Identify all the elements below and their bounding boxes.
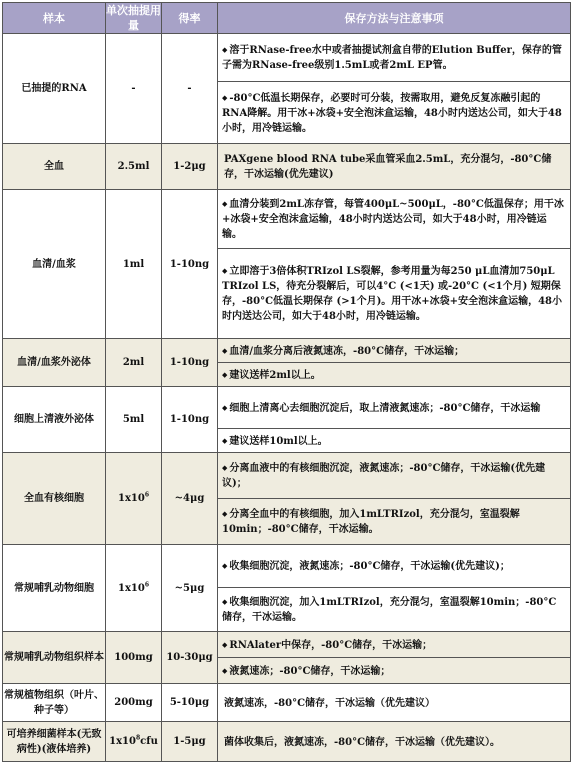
bullet-note: ◆ 溶于RNase-free水中或者抽提试剂盒自带的Elution Buffer，保存的管子需为RNase-free级别1.5mL或者2mL EP管。: [222, 45, 562, 71]
volume-cell: 200mg: [106, 684, 162, 722]
note-cell: [218, 658, 571, 684]
volume-cell: [106, 545, 162, 632]
volume-unit: cfu: [140, 736, 158, 747]
sample-cell: 全血有核细胞: [3, 453, 106, 545]
bullet-note: ◆ 细胞上清离心去细胞沉淀后，取上清液氮速冻；-80°C储存，干冰运输: [222, 403, 540, 414]
table-row: [3, 632, 571, 658]
table-row: [3, 34, 571, 82]
bullet-note: ◆ -80°C低温长期保存，必要时可分装，按需取用，避免反复冻融引起的RNA降解。用干冰+冰袋+安全泡沫盒运输，48小时内送达公司，如大于48小时，用冷链运输。: [222, 93, 562, 134]
yield-cell: 1-10ng: [162, 387, 218, 453]
table-row: [3, 387, 571, 429]
volume-cell: 2ml: [106, 339, 162, 387]
yield-cell: ~5μg: [162, 545, 218, 632]
header-method: 保存方法与注意事项: [218, 3, 571, 34]
volume-base: 1x10: [117, 582, 145, 594]
volume-cell: [106, 722, 162, 762]
table-row: [3, 684, 571, 722]
volume-exponent: 6: [144, 491, 150, 499]
note-cell: [218, 499, 571, 545]
bullet-note: ◆ 建议送样10ml以上。: [222, 436, 328, 447]
yield-cell: 5-10μg: [162, 684, 218, 722]
sample-cell: 常规哺乳动物细胞: [3, 545, 106, 632]
note-cell: [218, 339, 571, 363]
note-cell: [218, 632, 571, 658]
volume-cell: 100mg: [106, 632, 162, 684]
yield-cell: 1-10ng: [162, 190, 218, 339]
sample-cell: 常规植物组织（叶片、种子等）: [3, 684, 106, 722]
table-row: [3, 453, 571, 499]
bullet-note: ◆ 收集细胞沉淀，液氮速冻；-80°C储存，干冰运输(优先建议)；: [222, 561, 510, 572]
bullet-note: ◆ 液氮速冻；-80°C储存，干冰运输；: [222, 666, 390, 677]
bullet-note: ◆ 收集细胞沉淀，加入1mLTRIzol，充分混匀，室温裂解10min；-80°C储存，干冰运输。: [222, 597, 556, 623]
yield-cell: 1-5μg: [162, 722, 218, 762]
table-row: [3, 190, 571, 249]
bullet-note: ◆ 分离血液中的有核细胞沉淀，液氮速冻；-80°C储存，干冰运输(优先建议)；: [222, 463, 545, 489]
yield-cell: 1-10ng: [162, 339, 218, 387]
volume-cell: -: [106, 34, 162, 144]
sample-cell: 血清/血浆: [3, 190, 106, 339]
note-cell: [218, 387, 571, 429]
table-header: [3, 3, 571, 34]
table-row: [3, 144, 571, 190]
volume-cell: 1ml: [106, 190, 162, 339]
sample-cell: 常规哺乳动物组织样本: [3, 632, 106, 684]
yield-cell: -: [162, 34, 218, 144]
note-cell: [218, 363, 571, 387]
note-cell: [218, 429, 571, 453]
volume-cell: [106, 453, 162, 545]
table-row: [3, 339, 571, 363]
note-cell: 菌体收集后，液氮速冻，-80°C储存，干冰运输（优先建议）。: [218, 722, 571, 762]
note-cell: [218, 190, 571, 249]
table-row: [3, 722, 571, 762]
note-cell: PAXgene blood RNA tube采血管采血2.5mL，充分混匀，-80°C储存，干冰运输(优先建议): [218, 144, 571, 190]
sample-cell: 可培养细菌样本(无致病性)(液体培养): [3, 722, 106, 762]
table-row: [3, 545, 571, 588]
note-cell: [218, 82, 571, 144]
note-cell: 液氮速冻，-80°C储存，干冰运输（优先建议）: [218, 684, 571, 722]
bullet-note: ◆ 立即溶于3倍体积TRIzol LS裂解，参考用量为每250 μL血清加750μL TRIzol LS，待充分裂解后，可以4°C (<1天) 或-20°C (<1个月) 短期保存，-80°C低温长期保存 (>1个月)。用干冰+冰袋+安全泡沫盒运输，48小时内送达公司，如大于48小时，用冷链运输。: [222, 266, 562, 322]
volume-exponent: 6: [144, 581, 150, 589]
note-cell: [218, 545, 571, 588]
sample-cell: 全血: [3, 144, 106, 190]
bullet-note: ◆ RNAlater中保存，-80°C储存，干冰运输；: [222, 640, 432, 651]
note-cell: [218, 34, 571, 82]
yield-cell: 1-2μg: [162, 144, 218, 190]
yield-cell: 10-30μg: [162, 632, 218, 684]
note-cell: [218, 453, 571, 499]
volume-base: 1x10: [109, 736, 136, 747]
header-yield: 得率: [162, 3, 218, 34]
note-cell: [218, 588, 571, 632]
sample-cell: 血清/血浆外泌体: [3, 339, 106, 387]
sample-cell: 细胞上清液外泌体: [3, 387, 106, 453]
sample-storage-table: [2, 2, 571, 762]
volume-cell: 2.5ml: [106, 144, 162, 190]
bullet-note: ◆ 血清分装到2mL冻存管，每管400μL~500μL，-80°C低温保存；用干冰+冰袋+安全泡沫盒运输，48小时内送达公司，如大于48小时，用冷链运输。: [222, 199, 564, 240]
sample-cell: 已抽提的RNA: [3, 34, 106, 144]
note-cell: [218, 249, 571, 339]
volume-base: 1x10: [117, 493, 145, 504]
yield-cell: ~4μg: [162, 453, 218, 545]
volume-exponent: 8: [135, 734, 141, 742]
bullet-note: ◆ 分离全血中的有核细胞，加入1mLTRIzol，充分混匀，室温裂解10min；-80°C储存，干冰运输。: [222, 509, 520, 535]
bullet-note: ◆ 建议送样2ml以上。: [222, 370, 321, 381]
bullet-note: ◆ 血清/血浆分离后液氮速冻，-80°C储存，干冰运输；: [222, 346, 464, 357]
volume-cell: 5ml: [106, 387, 162, 453]
header-volume: 单次抽提用量: [106, 4, 161, 32]
header-sample: 样本: [3, 3, 106, 34]
